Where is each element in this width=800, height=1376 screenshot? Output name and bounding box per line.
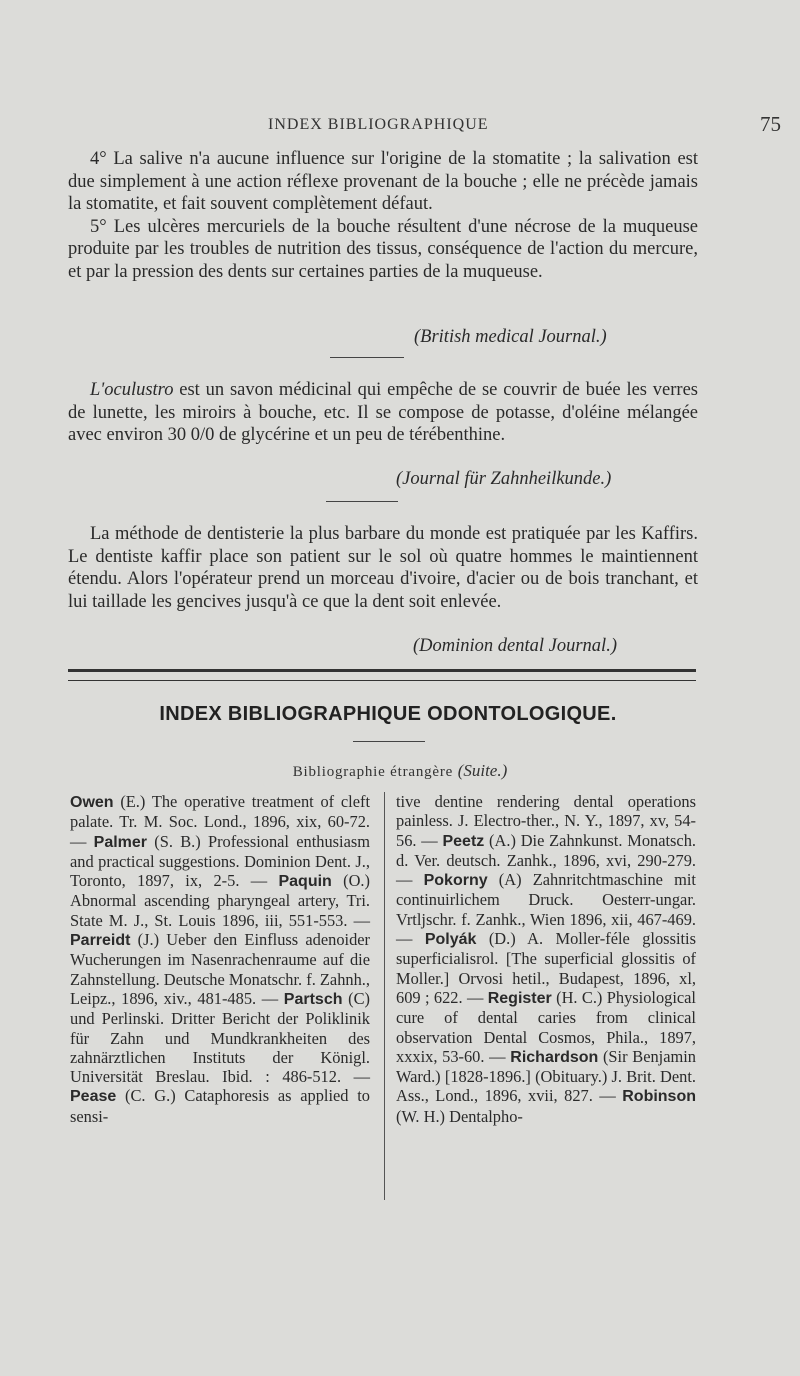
citation-text: (Sir Benjamin Ward.) [1828-1896.] (Obituary.) J. Brit. Dent. Ass., Lond., 1896, xvii, 827. — bbox=[396, 1046, 696, 1106]
author-name: Paquin bbox=[278, 873, 332, 891]
index-title: INDEX BIBLIOGRAPHIQUE ODONTOLOGIQUE. bbox=[159, 703, 617, 725]
citation-text: (C. G.) Cataphoresis as applied to sensi- bbox=[70, 1086, 370, 1126]
author-name: Robinson bbox=[622, 1088, 696, 1106]
citation-text: (O.) Abnormal ascending pharyngeal artery, Tri. State M. J., St. Louis 1896, iii, 551-553. — bbox=[70, 871, 370, 930]
author-name: Register bbox=[487, 989, 552, 1007]
citation-text: (E.) The operative treatment of cleft palate. Tr. M. Soc. Lond., 1896, xix, 60-72. — bbox=[70, 792, 370, 851]
author-name: Polyák bbox=[424, 931, 477, 949]
oculustro-text: est un savon médicinal qui empêche de se couvrir de buée les verres de lunette, les miroirs à bouche, etc. Il se compose de potasse, d'oléine mélangée avec environ 30 0/0 de glycérine et un peu de térébenthine. bbox=[68, 380, 698, 446]
separator-1 bbox=[330, 357, 404, 358]
running-title: INDEX BIBLIOGRAPHIQUE bbox=[268, 116, 489, 133]
author-name: Pease bbox=[70, 1088, 117, 1106]
subtitle-suite: (Suite.) bbox=[457, 761, 508, 780]
kaffir-dentistry-paragraph bbox=[68, 523, 698, 613]
column-right bbox=[396, 792, 696, 1126]
author-name: Peetz bbox=[442, 832, 485, 850]
oculustro-paragraph bbox=[68, 379, 698, 447]
index-subtitle bbox=[0, 761, 800, 781]
double-rule bbox=[68, 669, 696, 681]
citation-text: (S. B.) Professional enthusiasm and practical suggestions. Dominion Dent. J., Toronto, 1897, ix, 2-5. — bbox=[70, 831, 370, 891]
paragraph-4: 4° La salive n'a aucune influence sur l'origine de la stomatite ; la salivation est due simplement à une action réflexe provenant de la bouche ; elle ne précède jamais la stomatite, et fait souvent complètement défaut. bbox=[68, 149, 698, 215]
citation-text: (H. C.) Physiological cure of dental caries from clinical observation Dental Cosmos, Phila., 1897, xxxix, 53-60. — bbox=[396, 987, 696, 1066]
citation-text: (W. H.) Dentalpho- bbox=[396, 1106, 523, 1126]
column-right-text bbox=[396, 792, 696, 1126]
author-name: Richardson bbox=[510, 1048, 599, 1066]
citation-text: (C) und Perlinski. Dritter Bericht der Poliklinik für Zahn und Mundkrankheiten des zahnärztlichen Instituts der Königl. Universität Breslau. Ibid. : 486-512. — bbox=[70, 988, 370, 1087]
separator-3 bbox=[353, 741, 425, 742]
author-name: Owen bbox=[70, 794, 114, 811]
stomatitis-conclusions bbox=[68, 148, 698, 284]
page-number: 75 bbox=[760, 112, 781, 136]
author-name: Palmer bbox=[93, 833, 148, 851]
citation-text: (J.) Ueber den Einfluss adenoider Wucherungen im Nasenrachenraume auf die Zahnstellung. Deutsche Monatschr. f. Zahnh., Leipz., 1896, xiv., 481-485. — bbox=[70, 930, 370, 1008]
column-left bbox=[70, 792, 370, 1126]
source-british-medical-journal: (British medical Journal.) bbox=[414, 327, 607, 347]
subtitle-label: Bibliographie étrangère bbox=[292, 764, 454, 780]
oculustro-term: L'oculustro bbox=[90, 380, 174, 400]
kaffir-text: La méthode de dentisterie la plus barbare du monde est pratiquée par les Kaffirs. Le dentiste kaffir place son patient sur le sol où quatre hommes le maintiennent étendu. Alors l'opérateur prend un morceau d'ivoire, d'acier ou de bois tranchant, et lui taillade les gencives jusqu'à ce que la dent soit enlevée. bbox=[68, 524, 698, 612]
column-divider bbox=[384, 792, 385, 1200]
citation-text: (D.) A. Moller-féle glossitis superficialisrol. [The superficial glossitis of Moller.] Orvosi hetil., Budapest, 1896, xl, 609 ; 622. — bbox=[396, 929, 696, 1007]
column-left-text bbox=[70, 792, 370, 1126]
author-name: Parreidt bbox=[70, 932, 131, 950]
citation-text: (A.) Die Zahnkunst. Monatsch. d. Ver. deutsch. Zanhk., 1896, xvi, 290-279. — bbox=[396, 830, 696, 890]
page-header bbox=[0, 112, 800, 142]
separator-2 bbox=[326, 501, 398, 502]
citation-text: (A) Zahnritchtmaschine mit continuirlichem Druck. Oesterr-ungar. Vrtljschr. f. Zanhk., Wien 1896, xii, 467-469. — bbox=[396, 870, 696, 949]
source-journal-zahnheilkunde: (Journal für Zahnheilkunde.) bbox=[396, 469, 612, 489]
author-name: Partsch bbox=[283, 990, 343, 1008]
author-name: Pokorny bbox=[423, 872, 488, 890]
paragraph-5: 5° Les ulcères mercuriels de la bouche résultent d'une nécrose de la muqueuse produite par les troubles de nutrition des tissus, conséquence de l'action du mercure, et par la pression des dents sur certaines parties de la muqueuse. bbox=[68, 216, 698, 282]
source-dominion-dental-journal: (Dominion dental Journal.) bbox=[413, 636, 617, 656]
citation-text: tive dentine rendering dental operations painless. J. Electro-ther., N. Y., 1897, xv, 54-56. — bbox=[396, 792, 696, 850]
